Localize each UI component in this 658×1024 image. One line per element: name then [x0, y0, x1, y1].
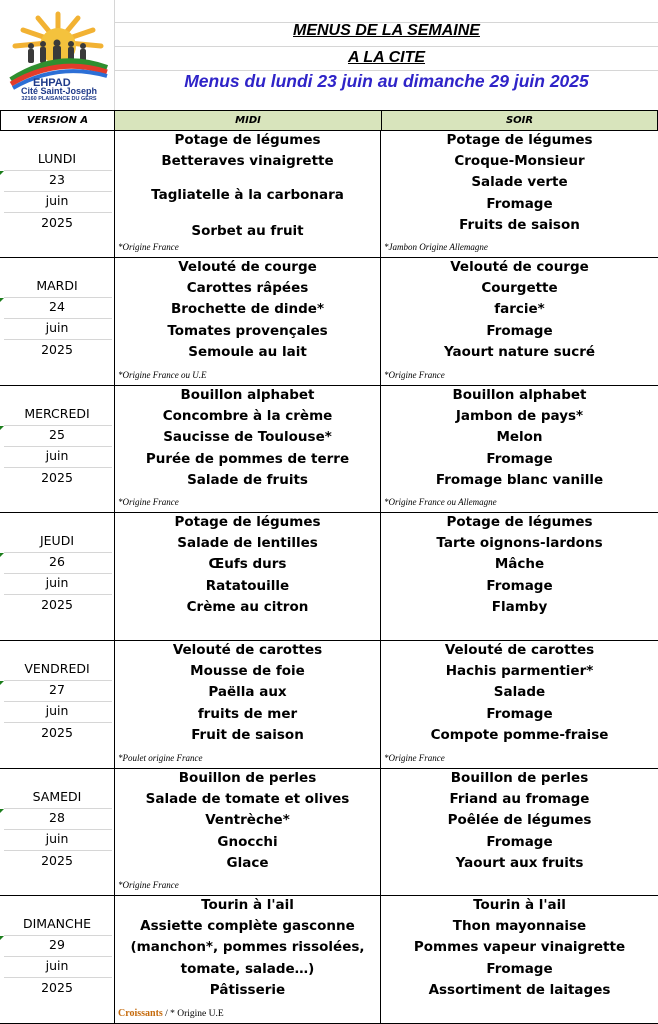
dish-item: Flamby [491, 598, 548, 615]
dish-item: Fromage [486, 960, 553, 977]
origin-note: *Origine France [384, 370, 445, 380]
dish-item: farcie* [494, 301, 545, 318]
dish-item: Bouillon de perles [178, 770, 317, 786]
dish-item: Tarte oignons-lardons [436, 535, 603, 552]
dish-item: Salade de lentilles [177, 535, 318, 552]
dish-item: Salade de tomate et olives [145, 791, 350, 808]
column-header-version: VERSION A [0, 110, 115, 131]
dish-item: Fromage [486, 450, 553, 467]
day-label-cell [0, 769, 115, 895]
dish-item: tomate, salade…) [180, 960, 315, 977]
origin-note-text: / * Origine U.E [165, 1009, 224, 1019]
day-label-cell [0, 386, 115, 512]
grid-line [4, 573, 112, 574]
dish-item: Salade [493, 684, 546, 701]
grid-line [4, 680, 112, 681]
day-year: 2025 [41, 596, 73, 612]
grid-line [4, 956, 112, 957]
soir-cell [381, 641, 658, 768]
grid-line [4, 170, 112, 171]
dish-item: Pommes vapeur vinaigrette [413, 939, 626, 956]
dish-item: Assiette complète gasconne [140, 918, 355, 935]
dish-item: Mousse de foie [190, 663, 305, 680]
day-row [0, 131, 658, 258]
column-header-midi: MIDI [114, 110, 382, 131]
day-label-cell [0, 258, 115, 385]
dish-item: Betteraves vinaigrette [161, 153, 334, 170]
dish-item: Concombre à la crème [162, 408, 333, 425]
dish-item: Fromage blanc vanille [435, 471, 604, 488]
dish-item: Ratatouille [205, 577, 290, 594]
origin-note: *Origine France [118, 880, 179, 890]
day-name: VENDREDI [24, 661, 90, 676]
dish-item: Semoule au lait [188, 343, 307, 360]
day-year: 2025 [41, 214, 73, 230]
grid-line [4, 339, 112, 340]
dish-item: Fromage [486, 195, 553, 212]
dish-item: Gnocchi [217, 833, 278, 850]
grid-line [4, 467, 112, 468]
day-name: DIMANCHE [22, 916, 92, 931]
dish-item: Œufs durs [208, 556, 287, 573]
logo-name: EHPAD [33, 77, 71, 89]
day-row [0, 258, 658, 386]
dish-item: Tagliatelle à la carbonara [151, 187, 344, 204]
grid-line [4, 425, 112, 426]
origin-note: *Origine France [118, 497, 179, 507]
dish-item: Fromage [486, 577, 553, 594]
day-month: juin [45, 831, 69, 847]
grid-line [4, 446, 112, 447]
day-number: 25 [49, 427, 65, 443]
soir-cell [381, 896, 658, 1023]
day-number: 24 [49, 299, 65, 315]
dish-item: Jambon de pays* [455, 408, 584, 425]
dish-item: Bouillon alphabet [180, 387, 315, 403]
dish-item: Ventrèche* [205, 812, 290, 829]
dish-item: Hachis parmentier* [445, 663, 594, 680]
grid-line [115, 46, 658, 47]
dish-item: Velouté de courge [178, 259, 317, 275]
dish-item: Tomates provençales [167, 322, 328, 339]
dish-item: Pâtisserie [209, 981, 286, 998]
day-number: 28 [49, 810, 65, 826]
dish-item: Crème au citron [186, 598, 309, 615]
midi-cell [115, 513, 381, 640]
logo-line1: Cité Saint-Joseph [20, 86, 97, 96]
grid-line [4, 829, 112, 830]
day-month: juin [45, 958, 69, 974]
dish-item: Poêlée de légumes [447, 812, 592, 829]
column-header-soir: SOIR [381, 110, 658, 131]
dish-item: Yaourt aux fruits [455, 854, 584, 871]
day-number: 29 [49, 937, 65, 953]
midi-cell [115, 769, 381, 895]
dish-item: Velouté de courge [450, 259, 589, 275]
dish-item: Fromage [486, 705, 553, 722]
dish-item: Salade de fruits [187, 471, 308, 488]
dish-item: Velouté de carottes [172, 642, 323, 658]
grid-line [4, 701, 112, 702]
grid-line [4, 552, 112, 553]
dish-item: Friand au fromage [449, 791, 590, 808]
day-year: 2025 [41, 469, 73, 485]
soir-cell [381, 386, 658, 512]
day-name: LUNDI [37, 151, 77, 166]
day-number: 27 [49, 682, 65, 698]
day-label-cell [0, 513, 115, 640]
day-name: MERCREDI [24, 406, 90, 421]
day-row [0, 386, 658, 513]
dish-item: Saucisse de Toulouse* [163, 429, 332, 446]
dish-item: Fruits de saison [459, 216, 580, 233]
grid-line [4, 850, 112, 851]
day-month: juin [45, 703, 69, 719]
soir-cell [381, 769, 658, 895]
dish-item: Compote pomme-fraise [430, 726, 609, 743]
day-year: 2025 [41, 852, 73, 868]
logo-line2: 32160 PLAISANCE DU GERS [21, 96, 97, 102]
day-month: juin [45, 193, 69, 209]
midi-cell [115, 131, 381, 257]
origin-note: *Poulet origine France [118, 753, 203, 763]
dish-item: Potage de légumes [174, 514, 321, 530]
dish-item: Tourin à l'ail [201, 897, 294, 913]
day-number: 26 [49, 554, 65, 570]
dish-item: Melon [496, 429, 543, 446]
dish-item: Courgette [481, 280, 558, 297]
grid-line [4, 191, 112, 192]
grid-line [4, 212, 112, 213]
grid-line [4, 722, 112, 723]
dish-item: Mâche [494, 556, 545, 573]
dish-item: Potage de légumes [174, 132, 321, 148]
dish-item: Carottes râpées [186, 280, 309, 297]
dish-item: Sorbet au fruit [191, 223, 304, 240]
dish-item: Tourin à l'ail [473, 897, 566, 913]
grid-line [4, 318, 112, 319]
dish-item: fruits de mer [197, 705, 298, 722]
dish-item: Paëlla aux [208, 684, 287, 701]
day-year: 2025 [41, 341, 73, 357]
dish-item: Thon mayonnaise [452, 918, 587, 935]
dish-item: Purée de pommes de terre [145, 450, 350, 467]
dish-item: Velouté de carottes [444, 642, 595, 658]
day-year: 2025 [41, 979, 73, 995]
day-month: juin [45, 448, 69, 464]
soir-cell [381, 513, 658, 640]
origin-note: *Origine France [118, 242, 179, 252]
day-name: MARDI [36, 278, 78, 293]
dish-item: Yaourt nature sucré [443, 343, 596, 360]
soir-cell [381, 131, 658, 257]
page-title: MENUS DE LA SEMAINE [293, 22, 480, 39]
dish-item: Fromage [486, 322, 553, 339]
origin-note: *Jambon Origine Allemagne [384, 242, 488, 252]
day-row [0, 513, 658, 641]
dish-item: Brochette de dinde* [170, 301, 325, 318]
day-row [0, 896, 658, 1024]
dish-item: Glace [226, 854, 269, 871]
day-number: 23 [49, 172, 65, 188]
dish-item: Assortiment de laitages [428, 981, 611, 998]
dish-item: (manchon*, pommes rissolées, [130, 939, 365, 956]
midi-cell [115, 386, 381, 512]
day-row [0, 641, 658, 769]
day-label-cell [0, 896, 115, 1023]
origin-note: *Origine France ou U.E [118, 370, 207, 380]
dish-item: Salade verte [471, 174, 568, 191]
dish-item: Bouillon de perles [450, 770, 589, 786]
dish-item: Potage de légumes [446, 132, 593, 148]
dish-item: Potage de légumes [446, 514, 593, 530]
midi-cell [115, 641, 381, 768]
day-month: juin [45, 575, 69, 591]
date-range: Menus du lundi 23 juin au dimanche 29 juin 2025 [184, 71, 589, 91]
origin-note: *Origine France [384, 753, 445, 763]
note-highlight: Croissants [118, 1008, 163, 1019]
day-name: SAMEDI [32, 789, 82, 804]
grid-line [4, 808, 112, 809]
dish-item: Fruit de saison [191, 726, 304, 743]
soir-cell [381, 258, 658, 385]
day-year: 2025 [41, 724, 73, 740]
day-name: JEUDI [39, 533, 75, 548]
origin-note [118, 1008, 224, 1019]
day-row [0, 769, 658, 896]
grid-line [4, 977, 112, 978]
origin-note: *Origine France ou Allemagne [384, 497, 497, 507]
dish-item: Croque-Monsieur [454, 153, 585, 170]
dish-item: Fromage [486, 833, 553, 850]
day-month: juin [45, 320, 69, 336]
grid-line [4, 935, 112, 936]
grid-line [4, 297, 112, 298]
dish-item: Bouillon alphabet [452, 387, 587, 403]
grid-line [4, 594, 112, 595]
midi-cell [115, 258, 381, 385]
page-subtitle: A LA CITE [347, 49, 426, 66]
midi-cell [115, 896, 381, 1023]
day-label-cell [0, 131, 115, 257]
day-label-cell [0, 641, 115, 768]
